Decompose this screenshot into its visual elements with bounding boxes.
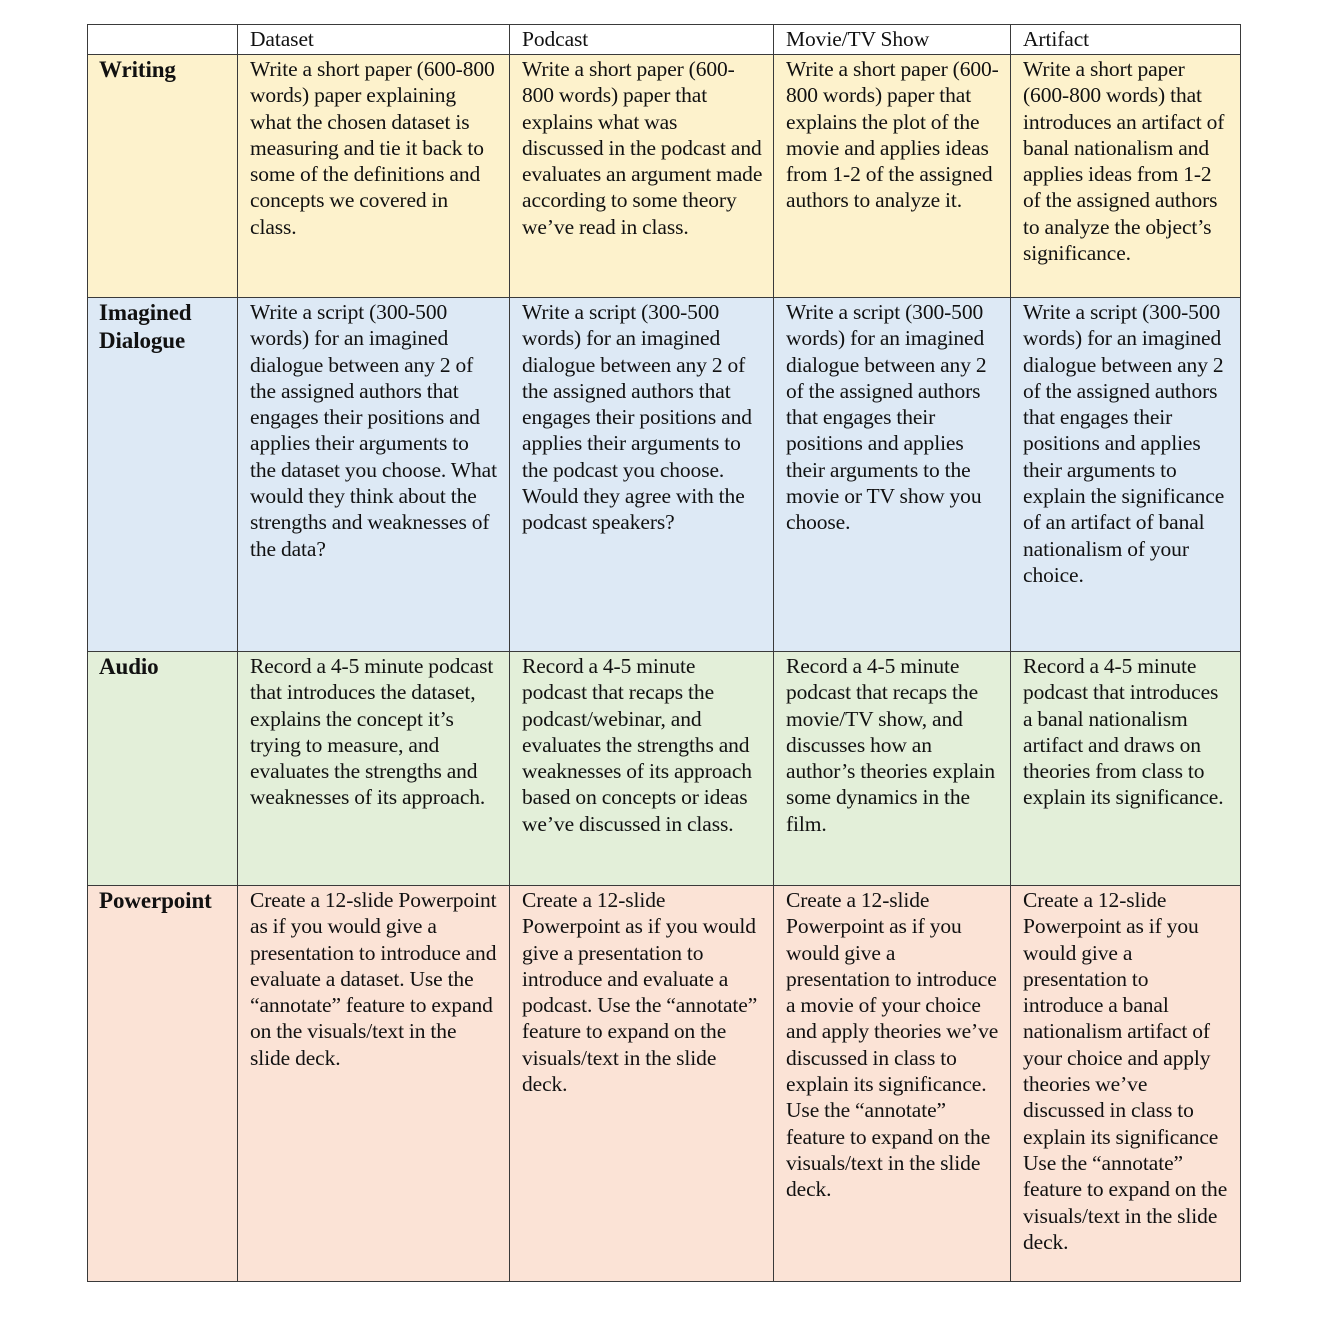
cell-powerpoint-podcast: Create a 12-slide Powerpoint as if you would give a presentation to introduce and evaluate a podcast. Use the “annotate” feature to expand on the visuals/text in the slide deck. [510,886,774,1282]
cell-audio-dataset: Record a 4-5 minute podcast that introduces the dataset, explains the concept it’s trying to measure, and evaluates the strengths and weaknesses of its approach. [238,652,510,886]
table-row-writing [88,55,1241,298]
column-header-movie-tv-show: Movie/TV Show [774,25,1011,55]
cell-writing-podcast: Write a short paper (600-800 words) paper that explains what was discussed in the podcast and evaluates an argument made according to some theory we’ve read in class. [510,55,774,298]
row-label-powerpoint: Powerpoint [88,886,238,1282]
cell-writing-dataset: Write a short paper (600-800 words) paper explaining what the chosen dataset is measuring and tie it back to some of the definitions and concepts we covered in class. [238,55,510,298]
header-corner-cell [88,25,238,55]
column-header-dataset: Dataset [238,25,510,55]
cell-powerpoint-movie-tv-show: Create a 12-slide Powerpoint as if you would give a presentation to introduce a movie of your choice and apply theories we’ve discussed in class to explain its significance. Use the “annotate” feature to expand on the visuals/text in the slide deck. [774,886,1011,1282]
assignment-options-table [87,24,1241,1282]
row-label-audio: Audio [88,652,238,886]
column-header-artifact: Artifact [1011,25,1241,55]
row-label-writing: Writing [88,55,238,298]
row-label-imagined-dialogue: Imagined Dialogue [88,298,238,652]
cell-dialogue-movie-tv-show: Write a script (300-500 words) for an imagined dialogue between any 2 of the assigned authors that engages their positions and applies their arguments to the movie or TV show you choose. [774,298,1011,652]
table-row-audio [88,652,1241,886]
cell-audio-podcast: Record a 4-5 minute podcast that recaps the podcast/webinar, and evaluates the strengths and weaknesses of its approach based on concepts or ideas we’ve discussed in class. [510,652,774,886]
cell-dialogue-artifact: Write a script (300-500 words) for an imagined dialogue between any 2 of the assigned authors that engages their positions and applies their arguments to explain the significance of an artifact of banal nationalism of your choice. [1011,298,1241,652]
cell-writing-artifact: Write a short paper (600-800 words) that introduces an artifact of banal nationalism and applies ideas from 1-2 of the assigned authors to analyze the object’s significance. [1011,55,1241,298]
cell-dialogue-podcast: Write a script (300-500 words) for an imagined dialogue between any 2 of the assigned authors that engages their positions and applies their arguments to the podcast you choose. Would they agree with the podcast speakers? [510,298,774,652]
cell-audio-movie-tv-show: Record a 4-5 minute podcast that recaps the movie/TV show, and discusses how an author’s theories explain some dynamics in the film. [774,652,1011,886]
cell-dialogue-dataset: Write a script (300-500 words) for an imagined dialogue between any 2 of the assigned authors that engages their positions and applies their arguments to the dataset you choose. What would they think about the strengths and weaknesses of the data? [238,298,510,652]
column-header-podcast: Podcast [510,25,774,55]
table-row-powerpoint [88,886,1241,1282]
table-row-imagined-dialogue [88,298,1241,652]
table-header-row [88,25,1241,55]
cell-audio-artifact: Record a 4-5 minute podcast that introduces a banal nationalism artifact and draws on theories from class to explain its significance. [1011,652,1241,886]
cell-writing-movie-tv-show: Write a short paper (600-800 words) paper that explains the plot of the movie and applies ideas from 1-2 of the assigned authors to analyze it. [774,55,1011,298]
cell-powerpoint-artifact: Create a 12-slide Powerpoint as if you would give a presentation to introduce a banal nationalism artifact of your choice and apply theories we’ve discussed in class to explain its significance Use the “annotate” feature to expand on the visuals/text in the slide deck. [1011,886,1241,1282]
cell-powerpoint-dataset: Create a 12-slide Powerpoint as if you would give a presentation to introduce and evaluate a dataset. Use the “annotate” feature to expand on the visuals/text in the slide deck. [238,886,510,1282]
